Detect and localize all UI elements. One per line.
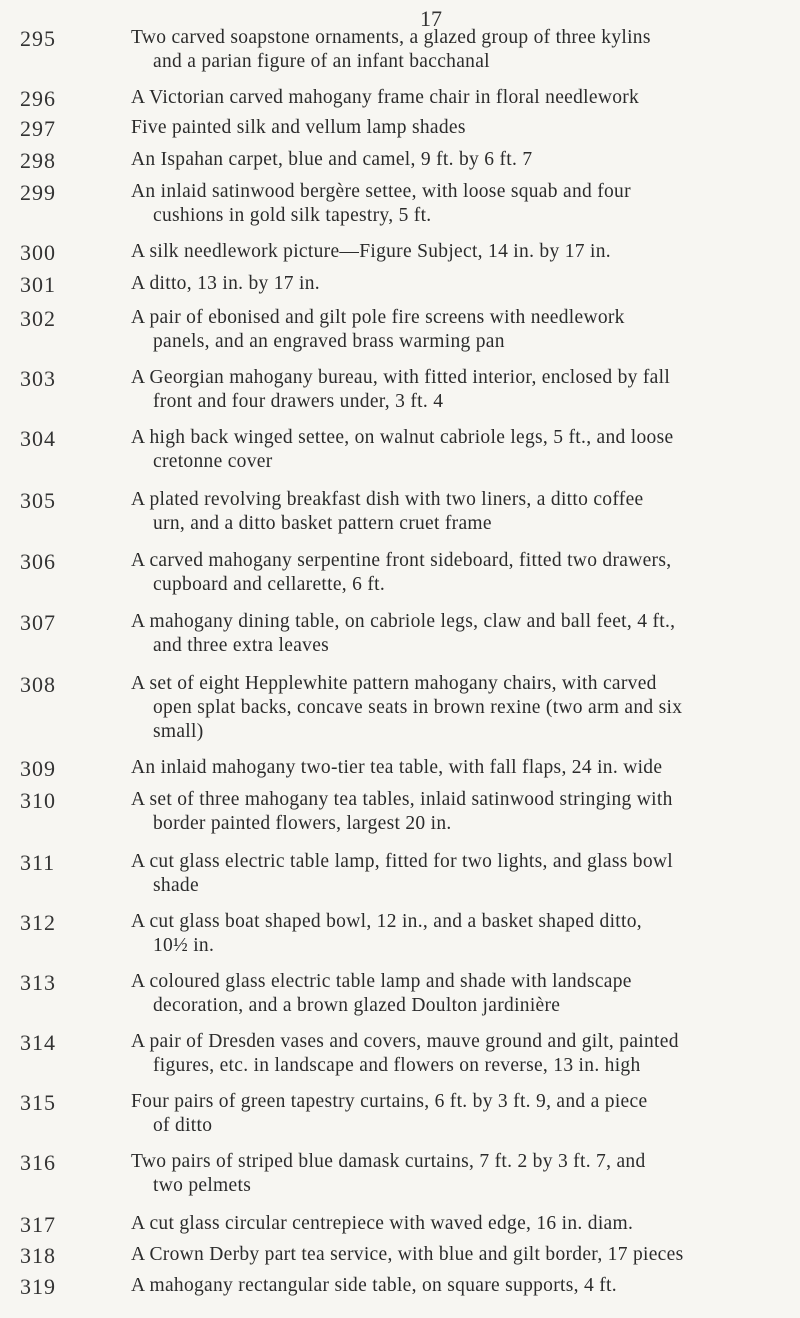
lot-number: 298 — [20, 148, 56, 173]
lot-description-line: front and four drawers under, 3 ft. 4 — [153, 391, 444, 412]
lot-description — [131, 116, 783, 140]
lot-number: 309 — [20, 756, 56, 781]
lot-description — [131, 148, 783, 172]
lot-description-line: A pair of Dresden vases and covers, mauve ground and gilt, painted — [131, 1031, 679, 1052]
lot-description-line: A set of eight Hepplewhite pattern mahogany chairs, with carved — [131, 673, 657, 694]
lot-description-line: of ditto — [153, 1115, 213, 1136]
lot-number: 316 — [20, 1150, 56, 1175]
lot-description — [131, 1212, 783, 1236]
lot-description — [131, 240, 783, 264]
lot-description-line: cushions in gold silk tapestry, 5 ft. — [153, 205, 432, 226]
lot-description — [131, 26, 783, 74]
lot-number: 296 — [20, 86, 56, 111]
lot-number: 310 — [20, 788, 56, 813]
lot-description — [131, 910, 783, 958]
lot-number: 303 — [20, 366, 56, 391]
lot-description-line: figures, etc. in landscape and flowers on reverse, 13 in. high — [153, 1055, 641, 1076]
lot-number: 295 — [20, 26, 56, 51]
lot-description-line: A pair of ebonised and gilt pole fire screens with needlework — [131, 307, 625, 328]
lot-description — [131, 1030, 783, 1078]
lot-description — [131, 306, 783, 354]
page-number: 17 — [420, 6, 442, 31]
lot-number: 297 — [20, 116, 56, 141]
lot-description-line: Four pairs of green tapestry curtains, 6 ft. by 3 ft. 9, and a piece — [131, 1091, 648, 1112]
lot-description — [131, 488, 783, 536]
lot-number: 305 — [20, 488, 56, 513]
lot-number: 317 — [20, 1212, 56, 1237]
lot-description-line: two pelmets — [153, 1175, 252, 1196]
lot-description-line: cretonne cover — [153, 451, 273, 472]
lot-description — [131, 1274, 783, 1298]
lot-number: 314 — [20, 1030, 56, 1055]
lot-description-line: An inlaid satinwood bergère settee, with loose squab and four — [131, 181, 631, 202]
lot-number: 302 — [20, 306, 56, 331]
lot-description — [131, 180, 783, 228]
lot-description-line: A cut glass circular centrepiece with waved edge, 16 in. diam. — [131, 1213, 634, 1234]
lot-description — [131, 1090, 783, 1138]
lot-description-line: panels, and an engraved brass warming pan — [153, 331, 505, 352]
lot-description — [131, 1150, 783, 1198]
lot-number: 312 — [20, 910, 56, 935]
lot-number: 300 — [20, 240, 56, 265]
lot-description-line: A cut glass electric table lamp, fitted for two lights, and glass bowl — [131, 851, 673, 872]
lot-number: 319 — [20, 1274, 56, 1299]
lot-number: 313 — [20, 970, 56, 995]
lot-description-line: A ditto, 13 in. by 17 in. — [131, 273, 320, 294]
lot-description-line: A carved mahogany serpentine front sideboard, fitted two drawers, — [131, 550, 672, 571]
lot-description — [131, 1243, 783, 1267]
lot-description-line: cupboard and cellarette, 6 ft. — [153, 574, 386, 595]
lot-number: 308 — [20, 672, 56, 697]
lot-description-line: A high back winged settee, on walnut cabriole legs, 5 ft., and loose — [131, 427, 674, 448]
lot-description-line: decoration, and a brown glazed Doulton jardinière — [153, 995, 561, 1016]
lot-description-line: 10½ in. — [153, 935, 215, 956]
lot-description — [131, 86, 783, 110]
lot-description-line: A Georgian mahogany bureau, with fitted interior, enclosed by fall — [131, 367, 671, 388]
lot-description — [131, 788, 783, 836]
lot-number: 306 — [20, 549, 56, 574]
lot-description-line: A cut glass boat shaped bowl, 12 in., and a basket shaped ditto, — [131, 911, 642, 932]
lot-description-line: border painted flowers, largest 20 in. — [153, 813, 452, 834]
lot-description — [131, 610, 783, 658]
lot-description-line: Two pairs of striped blue damask curtains, 7 ft. 2 by 3 ft. 7, and — [131, 1151, 646, 1172]
lot-description-line: urn, and a ditto basket pattern cruet frame — [153, 513, 492, 534]
lot-number: 307 — [20, 610, 56, 635]
lot-description-line: A Victorian carved mahogany frame chair in floral needlework — [131, 87, 640, 108]
lot-description — [131, 272, 783, 296]
lot-description-line: A set of three mahogany tea tables, inlaid satinwood stringing with — [131, 789, 673, 810]
lot-description-line: A Crown Derby part tea service, with blue and gilt border, 17 pieces — [131, 1244, 684, 1265]
lot-number: 311 — [20, 850, 56, 875]
lot-description-line: Two carved soapstone ornaments, a glazed group of three kylins — [131, 27, 651, 48]
lot-number: 315 — [20, 1090, 56, 1115]
lot-description — [131, 672, 783, 744]
lot-description — [131, 756, 783, 780]
lot-description — [131, 549, 783, 597]
lot-number: 301 — [20, 272, 56, 297]
lot-description-line: and three extra leaves — [153, 635, 330, 656]
lot-description-line: A plated revolving breakfast dish with two liners, a ditto coffee — [131, 489, 644, 510]
lot-description-line: A coloured glass electric table lamp and shade with landscape — [131, 971, 632, 992]
lot-description-line: Five painted silk and vellum lamp shades — [131, 117, 466, 138]
lot-description — [131, 970, 783, 1018]
lot-number: 299 — [20, 180, 56, 205]
lot-description-line: small) — [153, 721, 204, 742]
lot-number: 304 — [20, 426, 56, 451]
lot-description-line: An inlaid mahogany two-tier tea table, with fall flaps, 24 in. wide — [131, 757, 663, 778]
lot-description — [131, 366, 783, 414]
lot-description-line: open splat backs, concave seats in brown rexine (two arm and six — [153, 697, 683, 718]
lot-description-line: A silk needlework picture—Figure Subject, 14 in. by 17 in. — [131, 241, 611, 262]
lot-description-line: and a parian figure of an infant bacchanal — [153, 51, 490, 72]
lot-description-line: A mahogany rectangular side table, on square supports, 4 ft. — [131, 1275, 617, 1296]
lot-description-line: shade — [153, 875, 199, 896]
lot-description-line: An Ispahan carpet, blue and camel, 9 ft. by 6 ft. 7 — [131, 149, 533, 170]
lot-number: 318 — [20, 1243, 56, 1268]
lot-description — [131, 426, 783, 474]
lot-description — [131, 850, 783, 898]
lot-description-line: A mahogany dining table, on cabriole legs, claw and ball feet, 4 ft., — [131, 611, 676, 632]
